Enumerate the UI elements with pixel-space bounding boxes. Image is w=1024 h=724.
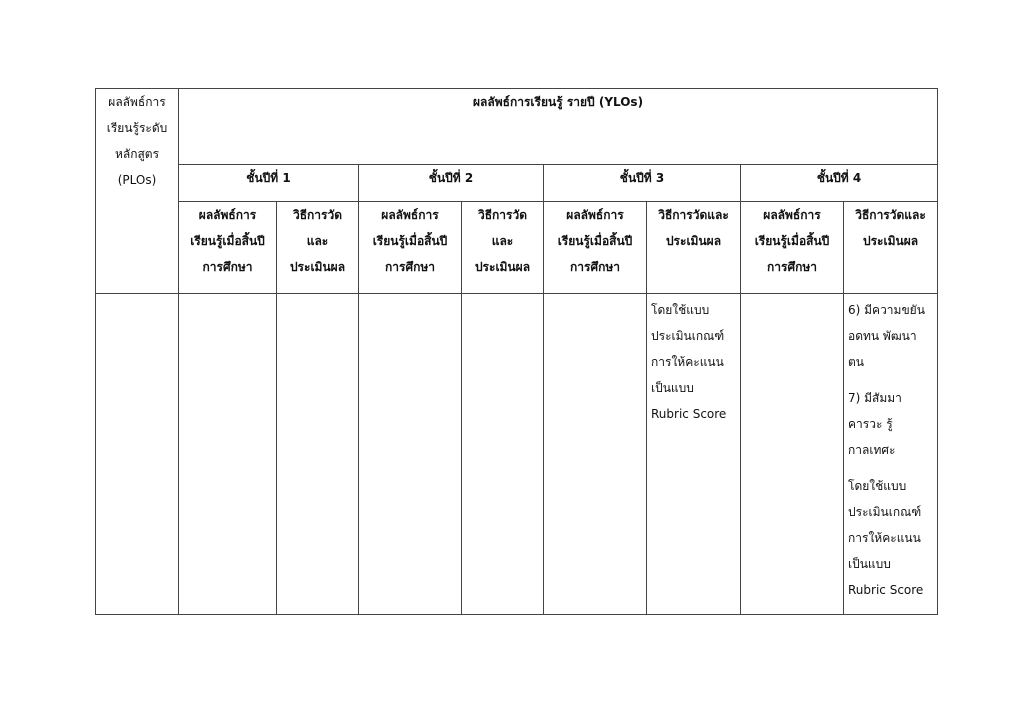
sub-header-line: และ (491, 234, 514, 248)
y1-outcome-header (179, 202, 277, 294)
body-line: คารวะ รู้ (848, 417, 893, 431)
sub-header-line: ประเมินผล (474, 260, 531, 274)
year-2-header (359, 165, 544, 202)
sub-header-line: วิธีการวัด (477, 208, 528, 222)
sub-header-line: ประเมินผล (289, 260, 346, 274)
sub-header-line: ผลลัพธ์การ (763, 208, 821, 222)
body-line: 6) มีความขยัน (848, 303, 925, 317)
year-1-header (179, 165, 359, 202)
spacer (848, 375, 937, 385)
y2-method-header (462, 202, 544, 294)
sub-header-line: เรียนรู้เมื่อสิ้นปี (190, 234, 265, 248)
body-line: เป็นแบบ (651, 381, 694, 395)
y1-method-header (277, 202, 359, 294)
year-4-label: ชั้นปีที่ 4 (816, 171, 862, 185)
y3-outcome-body (544, 294, 647, 615)
body-line: การให้คะแนน (848, 531, 921, 545)
y3-method-body (647, 294, 741, 615)
y1-outcome-body (179, 294, 277, 615)
year-3-header (544, 165, 741, 202)
plo-body-cell (96, 294, 179, 615)
plo-header-line: หลักสูตร (114, 147, 160, 161)
y4-outcome-body (741, 294, 844, 615)
plo-header-line: (PLOs) (117, 173, 157, 187)
y2-outcome-body (359, 294, 462, 615)
sub-header-line: การศึกษา (767, 260, 817, 274)
plo-header-line: เรียนรู้ระดับ (106, 121, 168, 135)
y2-outcome-header (359, 202, 462, 294)
sub-header-line: เรียนรู้เมื่อสิ้นปี (557, 234, 633, 248)
year-4-header (741, 165, 938, 202)
body-line: ประเมินเกณฑ์ (651, 329, 725, 343)
y1-method-body (277, 294, 359, 615)
body-line: เป็นแบบ (848, 557, 891, 571)
body-line: การให้คะแนน (651, 355, 724, 369)
body-line: ตน (848, 355, 864, 369)
sub-header-line: และ (306, 234, 329, 248)
year-2-label: ชั้นปีที่ 2 (428, 171, 474, 185)
sub-header-line: ประเมินผล (862, 234, 919, 248)
body-line: กาลเทศะ (848, 443, 896, 457)
sub-header-line: ผลลัพธ์การ (198, 208, 257, 222)
body-line: Rubric Score (651, 407, 727, 421)
body-line: โดยใช้แบบ (651, 303, 710, 317)
sub-header-line: ผลลัพธ์การ (566, 208, 624, 222)
sub-header-line: เรียนรู้เมื่อสิ้นปี (372, 234, 448, 248)
body-line: อดทน พัฒนา (848, 329, 917, 343)
sub-header-line: ประเมินผล (665, 234, 722, 248)
sub-header-line: เรียนรู้เมื่อสิ้นปี (754, 234, 830, 248)
y3-method-header (647, 202, 741, 294)
ylo-header-cell (179, 89, 938, 165)
ylo-header: ผลลัพธ์การเรียนรู้ รายปี (YLOs) (473, 95, 644, 109)
y3-outcome-header (544, 202, 647, 294)
year-3-label: ชั้นปีที่ 3 (619, 171, 665, 185)
body-line: โดยใช้แบบ (848, 479, 907, 493)
plo-header-line: ผลลัพธ์การ (108, 95, 166, 109)
ylo-table (95, 88, 938, 615)
sub-header-line: การศึกษา (570, 260, 620, 274)
sub-header-line: วิธีการวัดและ (855, 208, 926, 222)
sub-header-line: การศึกษา (202, 260, 253, 274)
sub-header-line: วิธีการวัดและ (658, 208, 729, 222)
spacer (848, 463, 937, 473)
year-1-label: ชั้นปีที่ 1 (246, 171, 291, 185)
y4-outcome-header (741, 202, 844, 294)
y2-method-body (462, 294, 544, 615)
sub-header-line: ผลลัพธ์การ (381, 208, 439, 222)
sub-header-line: วิธีการวัด (292, 208, 343, 222)
plo-header-cell (96, 89, 179, 294)
sub-header-line: การศึกษา (385, 260, 435, 274)
body-line: Rubric Score (848, 583, 924, 597)
body-line: 7) มีสัมมา (848, 391, 902, 405)
y4-method-body (844, 294, 938, 615)
y4-method-header (844, 202, 938, 294)
body-line: ประเมินเกณฑ์ (848, 505, 922, 519)
